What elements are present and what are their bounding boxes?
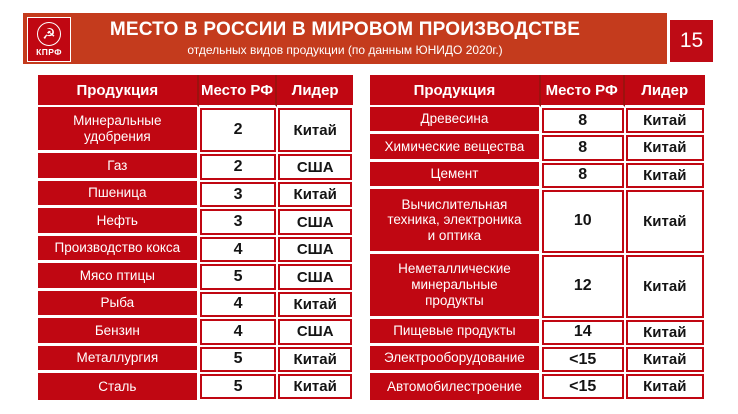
kprf-logo-label: КПРФ bbox=[36, 47, 62, 57]
leader-cell: США bbox=[277, 318, 353, 345]
page-subtitle: отдельных видов продукции (по данным ЮНИДО 2020г.) bbox=[187, 43, 503, 58]
table-row bbox=[38, 236, 353, 263]
page-number-badge bbox=[670, 20, 713, 62]
leader-cell: Китай bbox=[277, 107, 353, 153]
product-cell: Древесина bbox=[370, 107, 541, 134]
table-row bbox=[38, 318, 353, 345]
hammer-and-sickle-glyph: ☭ bbox=[42, 25, 56, 43]
leader-cell: Китай bbox=[625, 373, 705, 400]
product-cell: Пшеница bbox=[38, 181, 199, 208]
rank-cell: 12 bbox=[541, 254, 625, 319]
rank-cell: 8 bbox=[541, 107, 625, 134]
product-cell: Мясо птицы bbox=[38, 263, 199, 290]
leader-cell: Китай bbox=[277, 181, 353, 208]
rank-cell: 3 bbox=[199, 208, 278, 235]
product-cell: Рыба bbox=[38, 291, 199, 318]
product-cell: Нефть bbox=[38, 208, 199, 235]
product-cell: Автомобилестроение bbox=[370, 373, 541, 400]
hammer-and-sickle-icon bbox=[37, 22, 61, 46]
page-title: МЕСТО В РОССИИ В МИРОВОМ ПРОИЗВОДСТВЕ bbox=[109, 18, 581, 40]
rank-cell: 4 bbox=[199, 291, 278, 318]
table-row bbox=[370, 162, 705, 189]
rank-cell: 8 bbox=[541, 134, 625, 161]
rank-cell: 5 bbox=[199, 373, 278, 400]
product-cell: Минеральные удобрения bbox=[38, 107, 199, 153]
leader-cell: Китай bbox=[277, 373, 353, 400]
rank-cell: <15 bbox=[541, 373, 625, 400]
production-table-left bbox=[38, 75, 353, 400]
table-row bbox=[38, 291, 353, 318]
table-row bbox=[370, 373, 705, 400]
rank-cell: 4 bbox=[199, 236, 278, 263]
column-header: Место РФ bbox=[541, 75, 625, 107]
table-header-row bbox=[370, 75, 705, 107]
table bbox=[370, 75, 705, 400]
rank-cell: 14 bbox=[541, 319, 625, 346]
rank-cell: 5 bbox=[199, 346, 278, 373]
table-row bbox=[38, 153, 353, 180]
leader-cell: Китай bbox=[625, 107, 705, 134]
product-cell: Цемент bbox=[370, 162, 541, 189]
leader-cell: Китай bbox=[625, 189, 705, 254]
column-header: Продукция bbox=[38, 75, 199, 107]
product-cell: Металлургия bbox=[38, 346, 199, 373]
table-row bbox=[370, 346, 705, 373]
product-cell: Вычислительная техника, электроника и оптика bbox=[370, 189, 541, 254]
product-cell: Производство кокса bbox=[38, 236, 199, 263]
leader-cell: Китай bbox=[625, 134, 705, 161]
rank-cell: 8 bbox=[541, 162, 625, 189]
production-table-right bbox=[370, 75, 705, 400]
table-row bbox=[38, 373, 353, 400]
leader-cell: Китай bbox=[625, 254, 705, 319]
table-row bbox=[38, 181, 353, 208]
table-header-row bbox=[38, 75, 353, 107]
leader-cell: США bbox=[277, 263, 353, 290]
leader-cell: Китай bbox=[277, 291, 353, 318]
table-row bbox=[370, 254, 705, 319]
leader-cell: Китай bbox=[277, 346, 353, 373]
rank-cell: 4 bbox=[199, 318, 278, 345]
table-row bbox=[38, 346, 353, 373]
product-cell: Неметаллические минеральные продукты bbox=[370, 254, 541, 319]
rank-cell: 5 bbox=[199, 263, 278, 290]
rank-cell: 2 bbox=[199, 153, 278, 180]
rank-cell: <15 bbox=[541, 346, 625, 373]
rank-cell: 2 bbox=[199, 107, 278, 153]
rank-cell: 3 bbox=[199, 181, 278, 208]
page-number: 15 bbox=[679, 29, 704, 52]
product-cell: Пищевые продукты bbox=[370, 319, 541, 346]
leader-cell: Китай bbox=[625, 319, 705, 346]
leader-cell: США bbox=[277, 153, 353, 180]
leader-cell: Китай bbox=[625, 346, 705, 373]
product-cell: Газ bbox=[38, 153, 199, 180]
column-header: Лидер bbox=[277, 75, 353, 107]
table-row bbox=[38, 263, 353, 290]
leader-cell: США bbox=[277, 236, 353, 263]
table-row bbox=[370, 319, 705, 346]
product-cell: Бензин bbox=[38, 318, 199, 345]
column-header: Место РФ bbox=[199, 75, 278, 107]
product-cell: Электрооборудование bbox=[370, 346, 541, 373]
header-bar bbox=[23, 13, 667, 64]
table-row bbox=[38, 208, 353, 235]
rank-cell: 10 bbox=[541, 189, 625, 254]
leader-cell: США bbox=[277, 208, 353, 235]
table-row bbox=[370, 134, 705, 161]
product-cell: Сталь bbox=[38, 373, 199, 400]
kprf-logo bbox=[27, 17, 71, 62]
column-header: Лидер bbox=[625, 75, 705, 107]
table-row bbox=[38, 107, 353, 153]
column-header: Продукция bbox=[370, 75, 541, 107]
leader-cell: Китай bbox=[625, 162, 705, 189]
product-cell: Химические вещества bbox=[370, 134, 541, 161]
table-row bbox=[370, 189, 705, 254]
table bbox=[38, 75, 353, 400]
table-row bbox=[370, 107, 705, 134]
